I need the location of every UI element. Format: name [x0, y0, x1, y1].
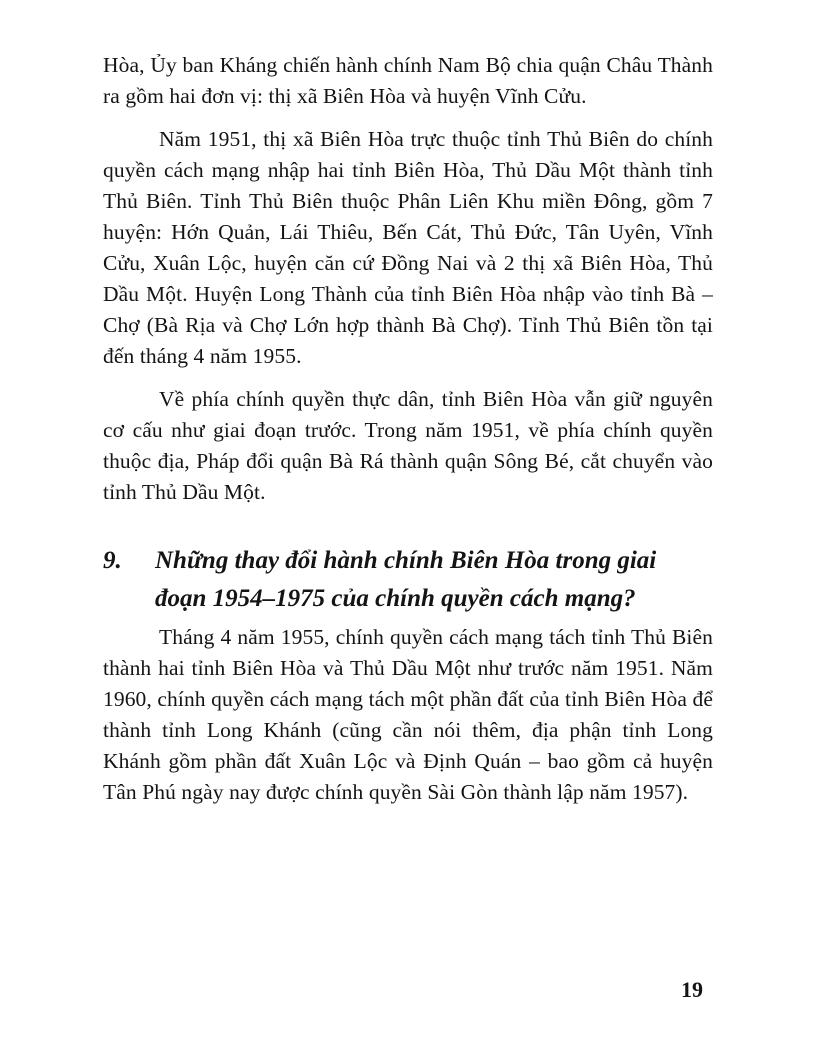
page-number: 19	[681, 977, 703, 1002]
page-body	[103, 50, 713, 808]
paragraph-colonial-government: Về phía chính quyền thực dân, tỉnh Biên Hòa vẫn giữ nguyên cơ cấu như giai đoạn trước. Trong năm 1951, về phía chính quyền thuộc địa, Pháp đổi quận Bà Rá thành quận Sông Bé, cắt chuyển vào tỉnh Thủ Dầu Một.	[103, 387, 713, 504]
question-text: Những thay đổi hành chính Biên Hòa trong giai đoạn 1954–1975 của chính quyền cách mạng?	[155, 547, 657, 612]
paragraph-thu-bien-1951: Năm 1951, thị xã Biên Hòa trực thuộc tỉnh Thủ Biên do chính quyền cách mạng nhập hai tỉnh Biên Hòa, Thủ Dầu Một thành tỉnh Thủ Biên. Tỉnh Thủ Biên thuộc Phân Liên Khu miền Đông, gồm 7 huyện: Hớn Quản, Lái Thiêu, Bến Cát, Thủ Đức, Tân Uyên, Vĩnh Cửu, Xuân Lộc, huyện căn cứ Đồng Nai và 2 thị xã Biên Hòa, Thủ Dầu Một. Huyện Long Thành của tỉnh Biên Hòa nhập vào tỉnh Bà – Chợ (Bà Rịa và Chợ Lớn hợp thành Bà Chợ). Tỉnh Thủ Biên tồn tại đến tháng 4 năm 1955.	[103, 127, 713, 368]
paragraph-continuation: Hòa, Ủy ban Kháng chiến hành chính Nam Bộ chia quận Châu Thành ra gồm hai đơn vị: thị xã Biên Hòa và huyện Vĩnh Cửu.	[103, 53, 713, 108]
question-heading	[103, 542, 713, 618]
question-number: 9.	[103, 547, 122, 574]
answer-paragraph: Tháng 4 năm 1955, chính quyền cách mạng tách tỉnh Thủ Biên thành hai tỉnh Biên Hòa và Thủ Dầu Một như trước năm 1951. Năm 1960, chính quyền cách mạng tách một phần đất của tỉnh Biên Hòa để thành tỉnh Long Khánh (cũng cần nói thêm, địa phận tỉnh Long Khánh gồm phần đất Xuân Lộc và Định Quán – bao gồm cả huyện Tân Phú ngày nay được chính quyền Sài Gòn thành lập năm 1957).	[103, 625, 713, 804]
